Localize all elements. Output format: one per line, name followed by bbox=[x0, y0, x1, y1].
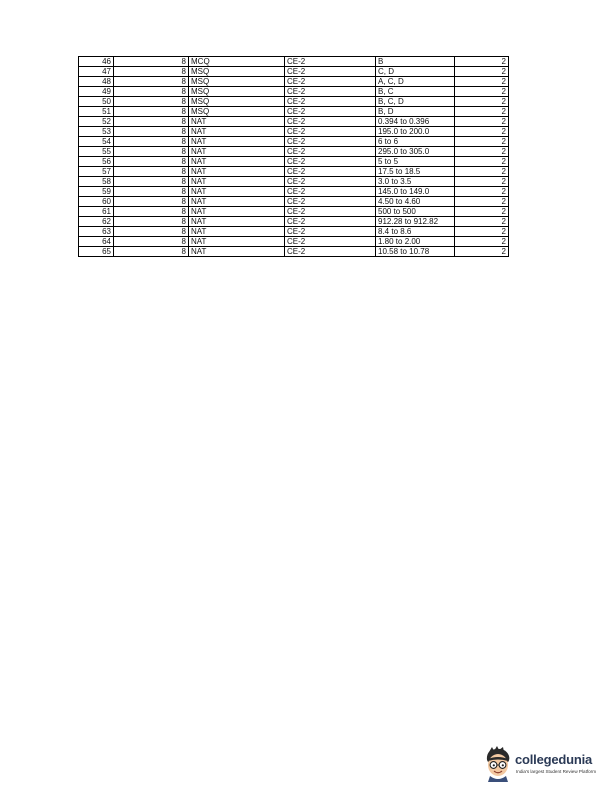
table-row bbox=[79, 247, 509, 257]
answer-key-cell: 5 to 5 bbox=[376, 157, 455, 167]
answer-key-cell: 195.0 to 200.0 bbox=[376, 127, 455, 137]
question-type-cell: MCQ bbox=[189, 57, 285, 67]
section-cell: 8 bbox=[114, 57, 189, 67]
question-number-cell: 60 bbox=[79, 197, 114, 207]
answer-key-cell: 0.394 to 0.396 bbox=[376, 117, 455, 127]
question-number-cell: 65 bbox=[79, 247, 114, 257]
paper-code-cell: CE-2 bbox=[285, 167, 376, 177]
question-number-cell: 50 bbox=[79, 97, 114, 107]
marks-cell: 2 bbox=[455, 117, 509, 127]
paper-code-cell: CE-2 bbox=[285, 67, 376, 77]
brand-tagline: India's largest Student Review Platform bbox=[516, 769, 597, 774]
answer-key-cell: 1.80 to 2.00 bbox=[376, 237, 455, 247]
question-number-cell: 54 bbox=[79, 137, 114, 147]
paper-code-cell: CE-2 bbox=[285, 87, 376, 97]
paper-code-cell: CE-2 bbox=[285, 117, 376, 127]
section-cell: 8 bbox=[114, 97, 189, 107]
table-row bbox=[79, 117, 509, 127]
answer-key-cell: 4.50 to 4.60 bbox=[376, 197, 455, 207]
paper-code-cell: CE-2 bbox=[285, 157, 376, 167]
table-row bbox=[79, 237, 509, 247]
section-cell: 8 bbox=[114, 207, 189, 217]
question-number-cell: 63 bbox=[79, 227, 114, 237]
question-number-cell: 58 bbox=[79, 177, 114, 187]
section-cell: 8 bbox=[114, 177, 189, 187]
paper-code-cell: CE-2 bbox=[285, 147, 376, 157]
table-row bbox=[79, 107, 509, 117]
table-row bbox=[79, 127, 509, 137]
paper-code-cell: CE-2 bbox=[285, 137, 376, 147]
section-cell: 8 bbox=[114, 77, 189, 87]
answer-key-cell: 8.4 to 8.6 bbox=[376, 227, 455, 237]
table-row bbox=[79, 207, 509, 217]
marks-cell: 2 bbox=[455, 247, 509, 257]
marks-cell: 2 bbox=[455, 77, 509, 87]
answer-key-cell: A, C, D bbox=[376, 77, 455, 87]
section-cell: 8 bbox=[114, 147, 189, 157]
question-type-cell: NAT bbox=[189, 247, 285, 257]
marks-cell: 2 bbox=[455, 187, 509, 197]
paper-code-cell: CE-2 bbox=[285, 217, 376, 227]
question-type-cell: NAT bbox=[189, 207, 285, 217]
question-type-cell: NAT bbox=[189, 137, 285, 147]
table-row bbox=[79, 187, 509, 197]
table-row bbox=[79, 177, 509, 187]
question-number-cell: 46 bbox=[79, 57, 114, 67]
question-number-cell: 59 bbox=[79, 187, 114, 197]
answer-key-cell: 17.5 to 18.5 bbox=[376, 167, 455, 177]
question-type-cell: MSQ bbox=[189, 67, 285, 77]
question-number-cell: 62 bbox=[79, 217, 114, 227]
paper-code-cell: CE-2 bbox=[285, 57, 376, 67]
question-type-cell: MSQ bbox=[189, 107, 285, 117]
table-row bbox=[79, 97, 509, 107]
table-row bbox=[79, 87, 509, 97]
paper-code-cell: CE-2 bbox=[285, 187, 376, 197]
paper-code-cell: CE-2 bbox=[285, 197, 376, 207]
table-row bbox=[79, 67, 509, 77]
answer-key-cell: 6 to 6 bbox=[376, 137, 455, 147]
question-number-cell: 51 bbox=[79, 107, 114, 117]
marks-cell: 2 bbox=[455, 97, 509, 107]
section-cell: 8 bbox=[114, 217, 189, 227]
marks-cell: 2 bbox=[455, 167, 509, 177]
answer-key-body bbox=[79, 57, 509, 257]
question-type-cell: NAT bbox=[189, 177, 285, 187]
paper-code-cell: CE-2 bbox=[285, 97, 376, 107]
table-row bbox=[79, 137, 509, 147]
answer-key-cell: 295.0 to 305.0 bbox=[376, 147, 455, 157]
table-row bbox=[79, 147, 509, 157]
paper-code-cell: CE-2 bbox=[285, 77, 376, 87]
paper-code-cell: CE-2 bbox=[285, 127, 376, 137]
student-mascot-icon bbox=[482, 746, 514, 782]
marks-cell: 2 bbox=[455, 157, 509, 167]
question-type-cell: NAT bbox=[189, 147, 285, 157]
question-type-cell: NAT bbox=[189, 237, 285, 247]
section-cell: 8 bbox=[114, 137, 189, 147]
collegedunia-brand[interactable] bbox=[482, 746, 606, 782]
marks-cell: 2 bbox=[455, 87, 509, 97]
section-cell: 8 bbox=[114, 167, 189, 177]
section-cell: 8 bbox=[114, 127, 189, 137]
question-type-cell: MSQ bbox=[189, 97, 285, 107]
table-row bbox=[79, 77, 509, 87]
question-type-cell: MSQ bbox=[189, 77, 285, 87]
section-cell: 8 bbox=[114, 87, 189, 97]
answer-key-cell: 10.58 to 10.78 bbox=[376, 247, 455, 257]
question-number-cell: 64 bbox=[79, 237, 114, 247]
table-row bbox=[79, 57, 509, 67]
table-row bbox=[79, 227, 509, 237]
question-number-cell: 48 bbox=[79, 77, 114, 87]
answer-key-cell: B, D bbox=[376, 107, 455, 117]
section-cell: 8 bbox=[114, 117, 189, 127]
question-type-cell: NAT bbox=[189, 187, 285, 197]
question-type-cell: NAT bbox=[189, 157, 285, 167]
question-type-cell: NAT bbox=[189, 197, 285, 207]
question-type-cell: NAT bbox=[189, 227, 285, 237]
question-number-cell: 53 bbox=[79, 127, 114, 137]
answer-key-cell: 3.0 to 3.5 bbox=[376, 177, 455, 187]
question-type-cell: NAT bbox=[189, 127, 285, 137]
paper-code-cell: CE-2 bbox=[285, 227, 376, 237]
answer-key-cell: B bbox=[376, 57, 455, 67]
section-cell: 8 bbox=[114, 227, 189, 237]
section-cell: 8 bbox=[114, 247, 189, 257]
table-row bbox=[79, 167, 509, 177]
answer-key-cell: B, C, D bbox=[376, 97, 455, 107]
answer-key-cell: 912.28 to 912.82 bbox=[376, 217, 455, 227]
paper-code-cell: CE-2 bbox=[285, 237, 376, 247]
paper-code-cell: CE-2 bbox=[285, 107, 376, 117]
answer-key-cell: C, D bbox=[376, 67, 455, 77]
table-row bbox=[79, 197, 509, 207]
answer-key-cell: 500 to 500 bbox=[376, 207, 455, 217]
section-cell: 8 bbox=[114, 67, 189, 77]
table-row bbox=[79, 157, 509, 167]
answer-key-cell: 145.0 to 149.0 bbox=[376, 187, 455, 197]
answer-key-table bbox=[78, 56, 509, 257]
marks-cell: 2 bbox=[455, 197, 509, 207]
section-cell: 8 bbox=[114, 197, 189, 207]
section-cell: 8 bbox=[114, 107, 189, 117]
marks-cell: 2 bbox=[455, 67, 509, 77]
marks-cell: 2 bbox=[455, 127, 509, 137]
paper-code-cell: CE-2 bbox=[285, 247, 376, 257]
question-number-cell: 61 bbox=[79, 207, 114, 217]
question-number-cell: 49 bbox=[79, 87, 114, 97]
question-type-cell: NAT bbox=[189, 217, 285, 227]
section-cell: 8 bbox=[114, 237, 189, 247]
question-number-cell: 52 bbox=[79, 117, 114, 127]
brand-name: collegedunia bbox=[515, 752, 593, 767]
question-number-cell: 55 bbox=[79, 147, 114, 157]
table-row bbox=[79, 217, 509, 227]
marks-cell: 2 bbox=[455, 237, 509, 247]
question-number-cell: 47 bbox=[79, 67, 114, 77]
marks-cell: 2 bbox=[455, 227, 509, 237]
question-type-cell: NAT bbox=[189, 167, 285, 177]
section-cell: 8 bbox=[114, 157, 189, 167]
question-type-cell: MSQ bbox=[189, 87, 285, 97]
marks-cell: 2 bbox=[455, 207, 509, 217]
question-type-cell: NAT bbox=[189, 117, 285, 127]
marks-cell: 2 bbox=[455, 177, 509, 187]
marks-cell: 2 bbox=[455, 107, 509, 117]
question-number-cell: 57 bbox=[79, 167, 114, 177]
marks-cell: 2 bbox=[455, 137, 509, 147]
marks-cell: 2 bbox=[455, 217, 509, 227]
paper-code-cell: CE-2 bbox=[285, 207, 376, 217]
marks-cell: 2 bbox=[455, 57, 509, 67]
section-cell: 8 bbox=[114, 187, 189, 197]
paper-code-cell: CE-2 bbox=[285, 177, 376, 187]
answer-key-cell: B, C bbox=[376, 87, 455, 97]
marks-cell: 2 bbox=[455, 147, 509, 157]
question-number-cell: 56 bbox=[79, 157, 114, 167]
